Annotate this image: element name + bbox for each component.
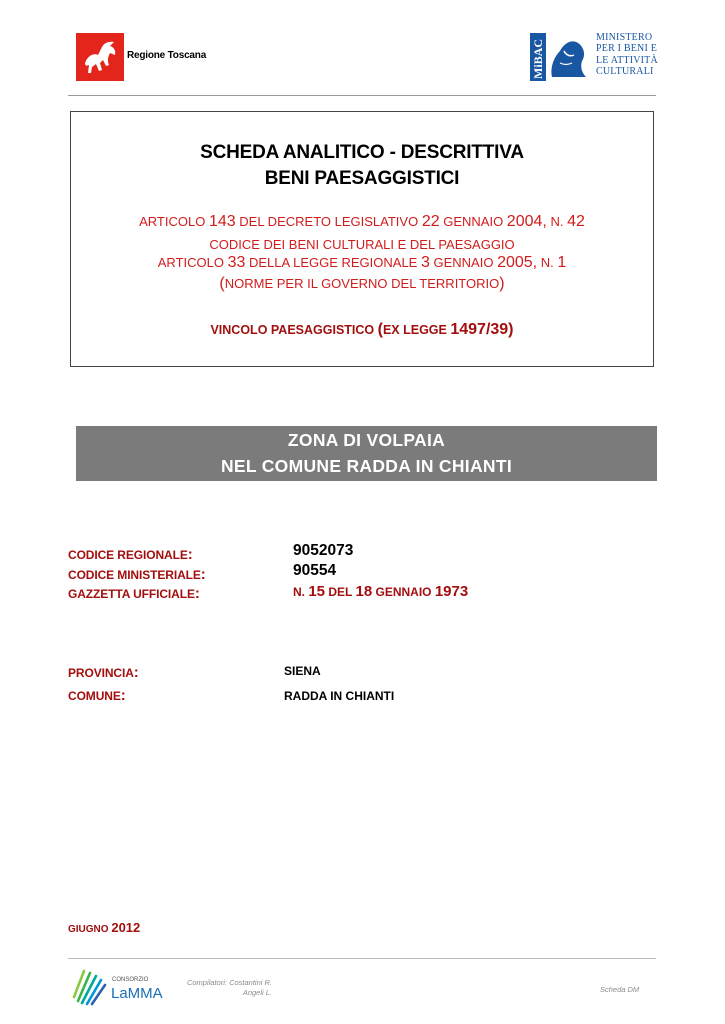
pegasus-icon (76, 33, 124, 81)
ministry-line: PER I BENI E (596, 43, 658, 55)
gazzetta-value: N. 15 DEL 18 GENNAIO 1973 (293, 583, 469, 600)
codice-regionale-value: 9052073 (293, 542, 354, 559)
mibac-logo-text: MiBAC (531, 39, 545, 79)
footer-divider (68, 958, 656, 959)
law-reference-1: ARTICOLO 143 DEL DECRETO LEGISLATIVO 22 GENNAIO 2004, N. 42 (139, 213, 585, 230)
codice-regionale-label: CODICE REGIONALE: (68, 546, 193, 563)
compilers-line: Compilatori: Costantini R. (186, 978, 272, 987)
document-title: SCHEDA ANALITICO - DESCRITTIVA (200, 142, 524, 163)
provincia-value: SIENA (284, 664, 321, 678)
consorzio-text: CONSORZIO (112, 977, 149, 983)
zona-title: ZONA DI VOLPAIA (287, 430, 446, 450)
vincolo-paesaggistico: VINCOLO PAESAGGISTICO (EX LEGGE 1497/39) (210, 321, 514, 338)
title-frame (70, 111, 654, 367)
header-divider (68, 95, 656, 96)
codice-ministeriale-label: CODICE MINISTERIALE: (68, 566, 206, 583)
codice-ministeriale-value: 90554 (293, 562, 337, 579)
gazzetta-label: GAZZETTA UFFICIALE: (68, 585, 200, 602)
document-subtitle: BENI PAESAGGISTICI (264, 168, 460, 189)
comune-value: RADDA IN CHIANTI (284, 689, 395, 703)
lamma-text: LaMMA (111, 985, 163, 1002)
compilers (160, 978, 272, 998)
zona-banner (76, 426, 657, 481)
region-name: Regione Toscana (127, 50, 207, 61)
zona-subtitle: NEL COMUNE RADDA IN CHIANTI (220, 456, 512, 476)
comune-label: COMUNE: (68, 687, 126, 704)
regione-toscana-logo (76, 33, 124, 81)
law-reference-3: ARTICOLO 33 DELLA LEGGE REGIONALE 3 GENNAIO 2005, N. 1 (157, 254, 567, 271)
ministry-line: CULTURALI (596, 65, 654, 77)
ministry-name (596, 32, 658, 77)
compilers-line: Angeli L. (242, 988, 272, 997)
lamma-logo (72, 967, 172, 1007)
provincia-label: PROVINCIA: (68, 664, 139, 681)
law-reference-4: (NORME PER IL GOVERNO DEL TERRITORIO) (219, 275, 505, 292)
document-label: Scheda DM (600, 985, 640, 994)
ministry-line: LE ATTIVITÀ (596, 54, 658, 66)
ministry-line: MINISTERO (596, 32, 653, 43)
mibac-logo (530, 33, 588, 81)
law-reference-2: CODICE DEI BENI CULTURALI E DEL PAESAGGIO (209, 237, 515, 252)
document-date: GIUGNO 2012 (68, 920, 141, 935)
